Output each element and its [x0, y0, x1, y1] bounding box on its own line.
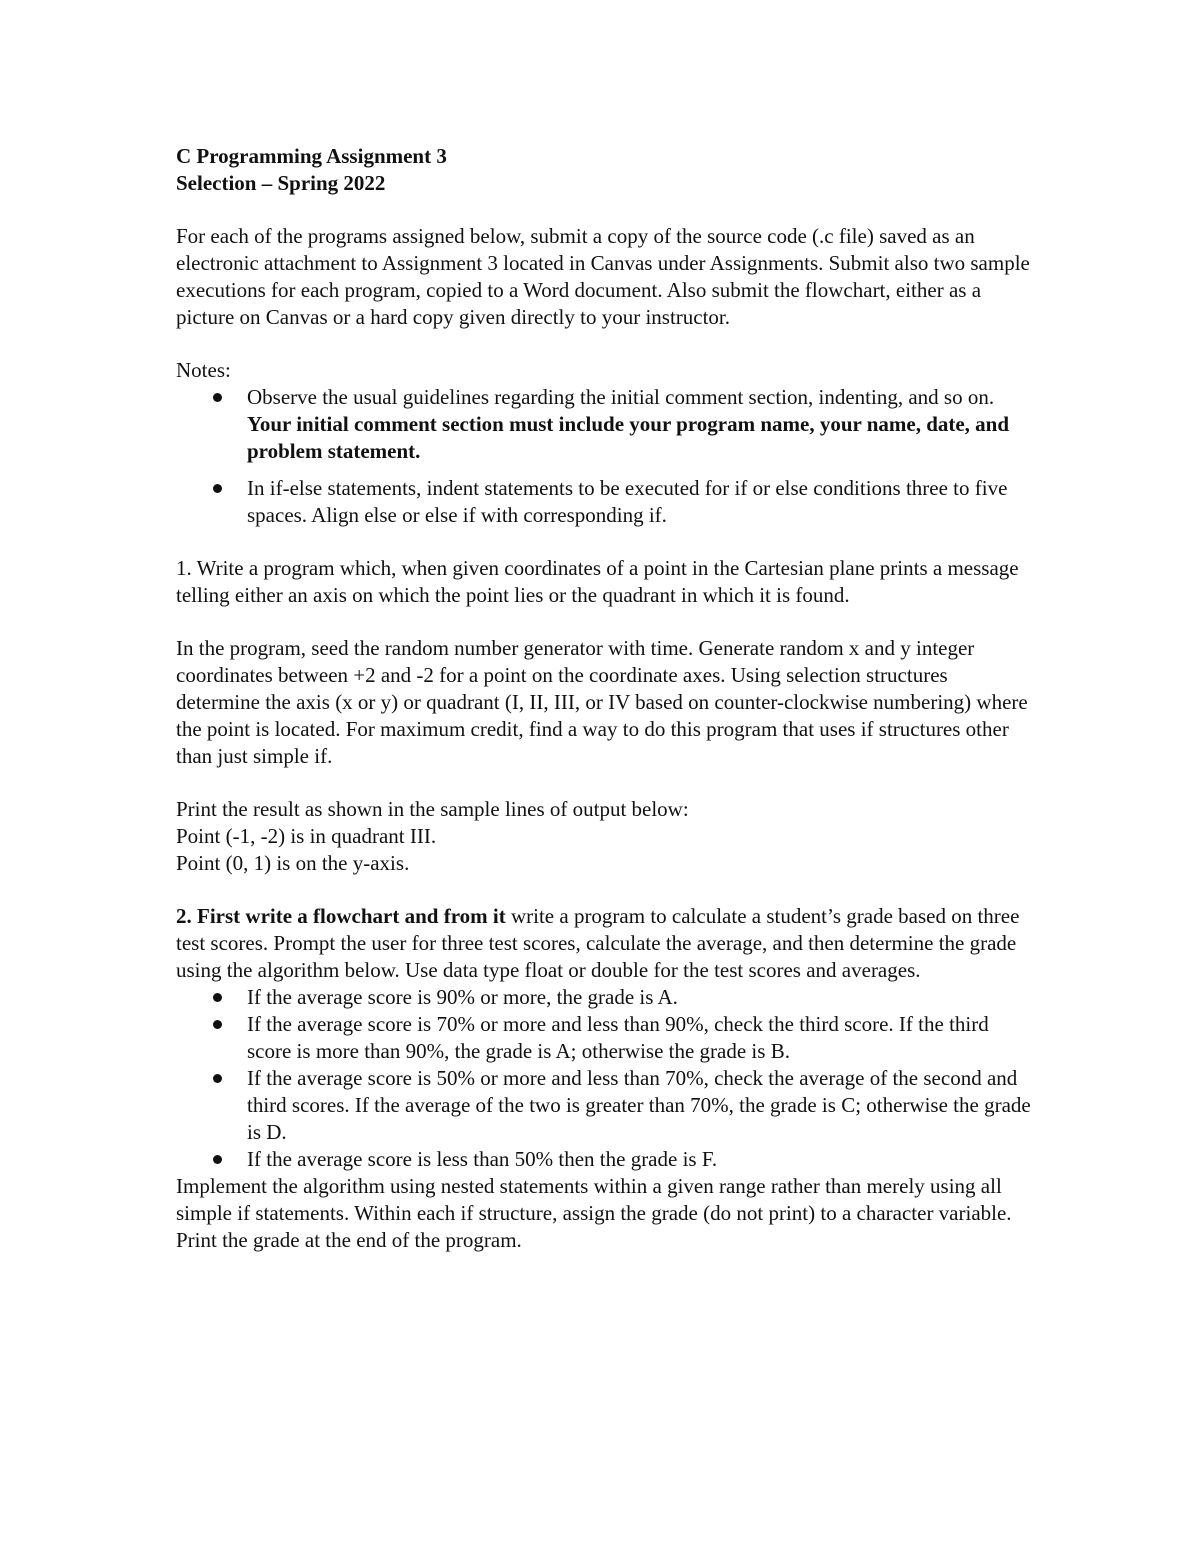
list-item: [176, 1146, 1036, 1173]
bullet-icon: [213, 484, 222, 493]
grade-rule-text: If the average score is less than 50% then the grade is F.: [247, 1147, 718, 1171]
notes-heading: Notes:: [176, 358, 231, 382]
problem-2-lead: 2. First write a flowchart and from it: [176, 904, 506, 928]
bullet-icon: [213, 393, 222, 402]
problem-1-statement: 1. Write a program which, when given coordinates of a point in the Cartesian plane prints a message telling either an axis on which the point lies or the quadrant in which it is found.: [176, 556, 1019, 607]
notes-list: [176, 384, 1036, 529]
bullet-icon: [213, 993, 222, 1002]
list-item: [176, 984, 1036, 1011]
grade-rule-text: If the average score is 70% or more and less than 90%, check the third score. If the third score is more than 90%, the grade is A; otherwise the grade is B.: [247, 1012, 989, 1063]
grade-rule-text: If the average score is 50% or more and less than 70%, check the average of the second and third scores. If the average of the two is greater than 70%, the grade is C; otherwise the grade is D.: [247, 1066, 1031, 1144]
list-item: [176, 384, 1036, 465]
list-item: [176, 1065, 1036, 1146]
list-item: [176, 475, 1036, 529]
document-body: [176, 143, 1036, 1254]
list-item: [176, 1011, 1036, 1065]
note-1-bold: Your initial comment section must include your program name, your name, date, and problem statement.: [247, 412, 1010, 463]
note-1-text: Observe the usual guidelines regarding the initial comment section, indenting, and so on.: [247, 385, 995, 409]
sample-output-2: Point (0, 1) is on the y-axis.: [176, 851, 410, 875]
problem-1-details: In the program, seed the random number generator with time. Generate random x and y integer coordinates between +2 and -2 for a point on the coordinate axes. Using selection structures determine the axis (x or y) or quadrant (I, II, III, or IV based on counter-clockwise numbering) where the point is located. For maximum credit, find a way to do this program that uses if structures other than just simple if.: [176, 636, 1028, 768]
bullet-icon: [213, 1074, 222, 1083]
intro-paragraph: For each of the programs assigned below, submit a copy of the source code (.c file) saved as an electronic attachment to Assignment 3 located in Canvas under Assignments. Submit also two sample executions for each program, copied to a Word document. Also submit the flowchart, either as a picture on Canvas or a hard copy given directly to your instructor.: [176, 224, 1030, 329]
sample-output-1: Point (-1, -2) is in quadrant III.: [176, 824, 437, 848]
grade-rules-list: [176, 984, 1036, 1173]
bullet-icon: [213, 1020, 222, 1029]
problem-1-output-intro: Print the result as shown in the sample lines of output below:: [176, 797, 689, 821]
problem-2-closing: Implement the algorithm using nested statements within a given range rather than merely using all simple if statements. Within each if structure, assign the grade (do not print) to a character variable. Print the grade at the end of the program.: [176, 1174, 1012, 1252]
problem-2-text: write a program to calculate a student’s grade based on three test scores. Prompt the user for three test scores, calculate the average, and then determine the grade using the algorithm below. Use data type float or double for the test scores and averages.: [176, 904, 1020, 982]
problem-2-statement: [176, 903, 1036, 984]
bullet-icon: [213, 1155, 222, 1164]
note-2-text: In if-else statements, indent statements to be executed for if or else conditions three to five spaces. Align else or else if with corresponding if.: [247, 476, 1008, 527]
document-title: C Programming Assignment 3: [176, 144, 447, 168]
grade-rule-text: If the average score is 90% or more, the grade is A.: [247, 985, 678, 1009]
document-subtitle: Selection – Spring 2022: [176, 171, 386, 195]
